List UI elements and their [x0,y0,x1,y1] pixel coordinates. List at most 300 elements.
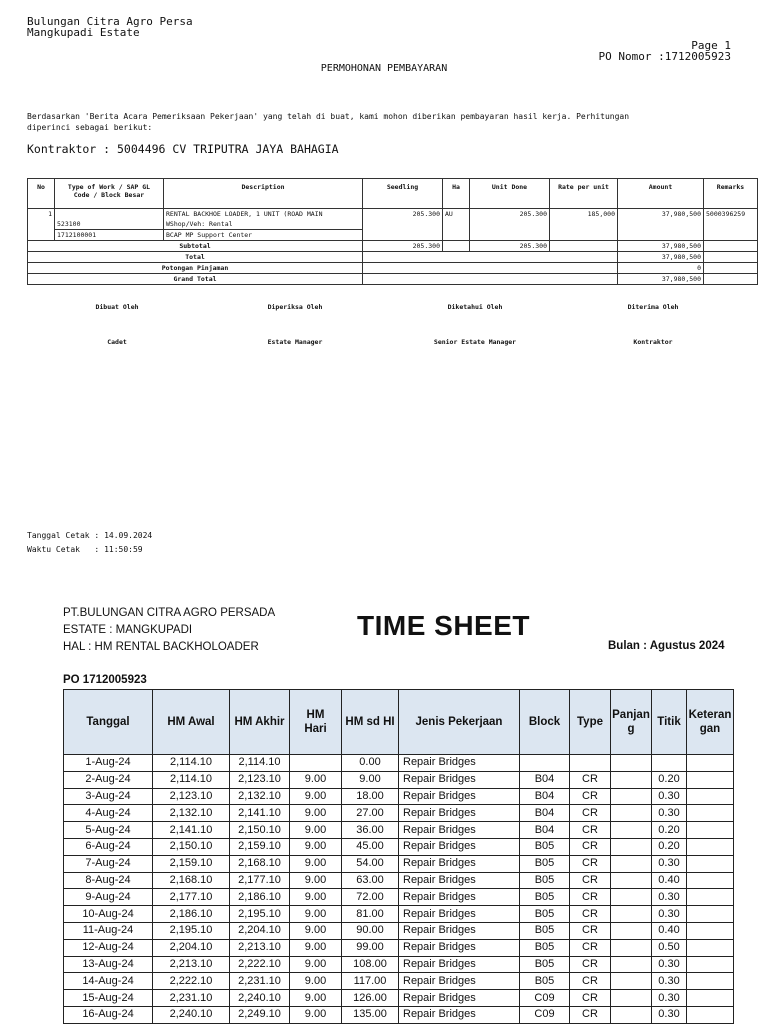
ts-hm-hari-cell: 9.00 [290,855,342,872]
ts-col-hm-akhir: HM Akhir [230,690,290,755]
item-no-empty-2 [28,219,55,230]
ts-block-cell: C09 [520,1006,570,1023]
ts-hm-sd-hi-cell: 108.00 [342,956,399,973]
ts-panjang-cell [611,990,652,1007]
document-title: PERMOHONAN PEMBAYARAN [320,63,448,74]
col-type-line1: Type of Work / SAP GL [67,183,151,191]
sig-received-by: Diterima Oleh [627,303,679,311]
ts-block-cell: B05 [520,956,570,973]
timesheet-row [64,788,734,805]
ts-hm-akhir-cell: 2,231.10 [230,973,290,990]
ts-hm-akhir-cell: 2,195.10 [230,906,290,923]
timesheet-row [64,990,734,1007]
ts-jenis-cell: Repair Bridges [399,771,520,788]
ts-type-cell: CR [570,939,611,956]
ts-panjang-cell [611,755,652,772]
col-ha: Ha [443,179,470,209]
grand-total-empty [363,274,618,285]
ts-hm-akhir-cell: 2,204.10 [230,922,290,939]
ts-col-titik: Titik [652,690,687,755]
ts-hm-akhir-cell: 2,141.10 [230,805,290,822]
item-block: 1712100001 [55,230,164,241]
ts-hm-sd-hi-cell: 90.00 [342,922,399,939]
print-date: Tanggal Cetak : 14.09.2024 [27,531,153,540]
item-seedling: 205.300 [363,209,443,220]
page-info [599,40,731,62]
page-number: Page 1 [691,39,731,52]
ts-jenis-cell: Repair Bridges [399,939,520,956]
ts-tanggal-cell: 3-Aug-24 [64,788,153,805]
ts-col-type: Type [570,690,611,755]
print-info [27,529,152,557]
timesheet-header-row [64,690,734,755]
ts-tanggal-cell: 16-Aug-24 [64,1006,153,1023]
col-unit-done: Unit Done [470,179,550,209]
item-no-empty-3 [28,230,55,241]
col-type-line2: Code / Block Besar [73,191,145,199]
ts-titik-cell: 0.20 [652,771,687,788]
ts-tanggal-cell: 7-Aug-24 [64,855,153,872]
item-empty-2f [704,219,758,230]
loan-row [28,263,758,274]
ts-hm-akhir-cell: 2,177.10 [230,872,290,889]
ts-panjang-cell [611,922,652,939]
ts-keterangan-cell [687,755,734,772]
ts-hm-akhir-cell: 2,222.10 [230,956,290,973]
col-rate: Rate per unit [550,179,618,209]
ts-type-cell: CR [570,889,611,906]
ts-panjang-cell [611,956,652,973]
ts-titik-cell: 0.30 [652,889,687,906]
sig-checked-role: Estate Manager [267,338,323,346]
item-remarks: 5000396259 [704,209,758,220]
ts-keterangan-cell [687,805,734,822]
ts-type-cell: CR [570,822,611,839]
ts-tanggal-cell: 15-Aug-24 [64,990,153,1007]
ts-block-cell: B05 [520,838,570,855]
ts-hm-awal-cell: 2,132.10 [153,805,230,822]
ts-hm-hari-cell: 9.00 [290,872,342,889]
timesheet-row [64,872,734,889]
ts-jenis-cell: Repair Bridges [399,906,520,923]
timesheet-row [64,755,734,772]
payment-item-row-3 [28,230,758,241]
ts-titik-cell: 0.30 [652,1006,687,1023]
ts-titik-cell: 0.30 [652,788,687,805]
ts-tanggal-cell: 5-Aug-24 [64,822,153,839]
ts-block-cell: B05 [520,973,570,990]
ts-tanggal-cell: 1-Aug-24 [64,755,153,772]
ts-keterangan-cell [687,822,734,839]
timesheet-body [64,755,734,1024]
subtotal-remarks [704,241,758,252]
ts-hm-sd-hi-cell: 126.00 [342,990,399,1007]
grand-total-amount: 37,980,500 [618,274,704,285]
ts-panjang-cell [611,939,652,956]
ts-hm-akhir-cell: 2,150.10 [230,822,290,839]
timesheet-row [64,822,734,839]
ts-tanggal-cell: 14-Aug-24 [64,973,153,990]
item-empty-3b [443,230,470,241]
ts-hm-sd-hi-cell: 135.00 [342,1006,399,1023]
ts-hm-awal-cell: 2,231.10 [153,990,230,1007]
sig-made-role: Cadet [107,338,127,346]
item-empty-3f [704,230,758,241]
ts-hm-sd-hi-cell: 81.00 [342,906,399,923]
ts-hm-sd-hi-cell: 36.00 [342,822,399,839]
ts-hm-akhir-cell: 2,249.10 [230,1006,290,1023]
ts-block-cell: C09 [520,990,570,1007]
ts-hm-awal-cell: 2,114.10 [153,771,230,788]
ts-hm-akhir-cell: 2,240.10 [230,990,290,1007]
ts-block-cell: B04 [520,822,570,839]
ts-panjang-cell [611,855,652,872]
ts-panjang-cell [611,771,652,788]
item-gl-code: 523100 [55,219,164,230]
intro-line-1: Berdasarkan 'Berita Acara Pemeriksaan Pekerjaan' yang telah di buat, kami mohon diberikan pembayaran hasil kerja. Perhitungan [27,112,630,121]
ts-hm-hari-cell: 9.00 [290,939,342,956]
ts-hm-sd-hi-cell: 18.00 [342,788,399,805]
ts-panjang-cell [611,1006,652,1023]
ts-hm-akhir-cell: 2,168.10 [230,855,290,872]
ts-hm-hari-cell: 9.00 [290,990,342,1007]
ts-block-cell: B05 [520,922,570,939]
ts-company: PT.BULUNGAN CITRA AGRO PERSADA [63,607,276,619]
item-empty-2d [550,219,618,230]
ts-titik-cell: 0.30 [652,973,687,990]
item-empty-2b [443,219,470,230]
item-empty-3d [550,230,618,241]
ts-jenis-cell: Repair Bridges [399,838,520,855]
item-empty-2e [618,219,704,230]
ts-tanggal-cell: 9-Aug-24 [64,889,153,906]
item-empty-2c [470,219,550,230]
timesheet-row [64,805,734,822]
ts-type-cell: CR [570,838,611,855]
print-time: Waktu Cetak : 11:50:59 [27,545,143,554]
ts-hm-awal-cell: 2,204.10 [153,939,230,956]
ts-block-cell: B05 [520,872,570,889]
timesheet-row [64,889,734,906]
total-amount: 37,980,500 [618,252,704,263]
ts-tanggal-cell: 2-Aug-24 [64,771,153,788]
ts-hm-hari-cell: 9.00 [290,838,342,855]
ts-hm-akhir-cell: 2,114.10 [230,755,290,772]
col-no: No [28,179,55,209]
ts-tanggal-cell: 10-Aug-24 [64,906,153,923]
ts-jenis-cell: Repair Bridges [399,1006,520,1023]
timesheet-row [64,838,734,855]
timesheet-row [64,922,734,939]
ts-hm-akhir-cell: 2,159.10 [230,838,290,855]
ts-hm-sd-hi-cell: 117.00 [342,973,399,990]
ts-hm-sd-hi-cell: 27.00 [342,805,399,822]
ts-titik-cell: 0.30 [652,990,687,1007]
company-block [27,16,193,38]
ts-hm-awal-cell: 2,159.10 [153,855,230,872]
ts-tanggal-cell: 6-Aug-24 [64,838,153,855]
ts-tanggal-cell: 11-Aug-24 [64,922,153,939]
ts-hm-hari-cell: 9.00 [290,889,342,906]
ts-keterangan-cell [687,922,734,939]
total-remarks [704,252,758,263]
ts-titik-cell: 0.40 [652,872,687,889]
ts-hm-hari-cell: 9.00 [290,822,342,839]
ts-jenis-cell: Repair Bridges [399,755,520,772]
ts-panjang-cell [611,906,652,923]
ts-hm-hari-cell: 9.00 [290,771,342,788]
subtotal-row [28,241,758,252]
ts-hm-sd-hi-cell: 45.00 [342,838,399,855]
ts-hm-sd-hi-cell: 99.00 [342,939,399,956]
ts-block-cell: B05 [520,906,570,923]
ts-jenis-cell: Repair Bridges [399,973,520,990]
ts-type-cell: CR [570,872,611,889]
ts-panjang-cell [611,838,652,855]
ts-jenis-cell: Repair Bridges [399,855,520,872]
ts-type-cell: CR [570,788,611,805]
sig-known-role: Senior Estate Manager [433,338,517,346]
ts-hm-sd-hi-cell: 54.00 [342,855,399,872]
ts-type-cell: CR [570,855,611,872]
ts-hm-sd-hi-cell: 0.00 [342,755,399,772]
payment-item-row [28,209,758,220]
ts-hm-akhir-cell: 2,186.10 [230,889,290,906]
col-type [55,179,164,209]
ts-titik-cell [652,755,687,772]
subtotal-ha [443,241,470,252]
ts-col-block: Block [520,690,570,755]
ts-keterangan-cell [687,771,734,788]
item-rate: 185,000 [550,209,618,220]
ts-hm-awal-cell: 2,177.10 [153,889,230,906]
timesheet-row [64,1006,734,1023]
timesheet-month: Bulan : Agustus 2024 [608,640,725,652]
item-ha: AU [443,209,470,220]
ts-hm-awal-cell: 2,150.10 [153,838,230,855]
timesheet-header [63,605,275,656]
ts-panjang-cell [611,822,652,839]
ts-hm-awal-cell: 2,213.10 [153,956,230,973]
ts-jenis-cell: Repair Bridges [399,822,520,839]
ts-titik-cell: 0.20 [652,822,687,839]
subtotal-amount: 37,980,500 [618,241,704,252]
ts-col-hm-awal: HM Awal [153,690,230,755]
grand-total-row [28,274,758,285]
ts-hm-awal-cell: 2,240.10 [153,1006,230,1023]
item-unit-done: 205.300 [470,209,550,220]
ts-keterangan-cell [687,956,734,973]
ts-titik-cell: 0.20 [652,838,687,855]
grand-total-remarks [704,274,758,285]
ts-jenis-cell: Repair Bridges [399,889,520,906]
ts-type-cell: CR [570,805,611,822]
ts-hm-hari-cell [290,755,342,772]
ts-keterangan-cell [687,838,734,855]
ts-col-tanggal: Tanggal [64,690,153,755]
ts-titik-cell: 0.40 [652,922,687,939]
ts-hm-awal-cell: 2,195.10 [153,922,230,939]
timesheet-row [64,939,734,956]
timesheet-title: TIME SHEET [357,610,531,641]
sig-made-by: Dibuat Oleh [95,303,139,311]
ts-hm-akhir-cell: 2,123.10 [230,771,290,788]
intro-line-2: diperinci sebagai berikut: [27,123,153,132]
ts-panjang-cell [611,872,652,889]
ts-hm-akhir-cell: 2,132.10 [230,788,290,805]
contractor-line: Kontraktor : 5004496 CV TRIPUTRA JAYA BAHAGIA [27,142,339,156]
ts-jenis-cell: Repair Bridges [399,805,520,822]
ts-hm-hari-cell: 9.00 [290,788,342,805]
ts-keterangan-cell [687,1006,734,1023]
ts-type-cell: CR [570,906,611,923]
ts-type-cell [570,755,611,772]
ts-tanggal-cell: 4-Aug-24 [64,805,153,822]
ts-keterangan-cell [687,889,734,906]
ts-titik-cell: 0.30 [652,906,687,923]
ts-hm-hari-cell: 9.00 [290,973,342,990]
grand-total-label: Grand Total [28,274,363,285]
ts-titik-cell: 0.30 [652,956,687,973]
ts-hm-awal-cell: 2,222.10 [153,973,230,990]
ts-panjang-cell [611,788,652,805]
timesheet-row [64,973,734,990]
subtotal-seedling: 205.300 [363,241,443,252]
ts-jenis-cell: Repair Bridges [399,788,520,805]
ts-hm-hari-cell: 9.00 [290,1006,342,1023]
ts-col-panjang: Panjang [611,690,652,755]
ts-col-hm-hari: HM Hari [290,690,342,755]
ts-keterangan-cell [687,906,734,923]
ts-block-cell: B04 [520,805,570,822]
ts-hm-awal-cell: 2,114.10 [153,755,230,772]
estate-name: Mangkupadi Estate [27,26,140,39]
ts-col-jenis: Jenis Pekerjaan [399,690,520,755]
timesheet-po: PO 1712005923 [63,674,147,686]
timesheet-row [64,956,734,973]
ts-tanggal-cell: 8-Aug-24 [64,872,153,889]
ts-estate: ESTATE : MANGKUPADI [63,624,193,636]
ts-block-cell: B04 [520,788,570,805]
ts-hm-hari-cell: 9.00 [290,956,342,973]
loan-empty [363,263,618,274]
payment-header-row [28,179,758,209]
item-empty-2a [363,219,443,230]
ts-hm-hari-cell: 9.00 [290,906,342,923]
item-desc-1: RENTAL BACKHOE LOADER, 1 UNIT (ROAD MAIN [164,209,363,220]
timesheet-row [64,855,734,872]
item-amount: 37,980,500 [618,209,704,220]
ts-jenis-cell: Repair Bridges [399,872,520,889]
col-amount: Amount [618,179,704,209]
ts-panjang-cell [611,805,652,822]
ts-hm-awal-cell: 2,186.10 [153,906,230,923]
ts-block-cell [520,755,570,772]
item-desc-3: BCAP MP Support Center [164,230,363,241]
ts-hm-akhir-cell: 2,213.10 [230,939,290,956]
ts-jenis-cell: Repair Bridges [399,956,520,973]
ts-hm-hari-cell: 9.00 [290,922,342,939]
ts-hm-sd-hi-cell: 63.00 [342,872,399,889]
subtotal-unit-done: 205.300 [470,241,550,252]
ts-titik-cell: 0.30 [652,805,687,822]
ts-hm-awal-cell: 2,168.10 [153,872,230,889]
ts-tanggal-cell: 12-Aug-24 [64,939,153,956]
ts-block-cell: B05 [520,889,570,906]
timesheet-table [63,689,734,1024]
payment-item-row-2 [28,219,758,230]
ts-block-cell: B05 [520,855,570,872]
company-name: Bulungan Citra Agro Persa [27,15,193,28]
col-description: Description [164,179,363,209]
item-type-empty [55,209,164,220]
ts-hal: HAL : HM RENTAL BACKHOLOADER [63,641,259,653]
ts-col-keterangan: Keterangan [687,690,734,755]
ts-keterangan-cell [687,855,734,872]
ts-keterangan-cell [687,872,734,889]
item-empty-3e [618,230,704,241]
total-row [28,252,758,263]
ts-titik-cell: 0.30 [652,855,687,872]
item-desc-2: WShop/Veh: Rental [164,219,363,230]
ts-hm-hari-cell: 9.00 [290,805,342,822]
timesheet-row [64,906,734,923]
sig-known-by: Diketahui Oleh [447,303,503,311]
ts-block-cell: B05 [520,939,570,956]
ts-type-cell: CR [570,990,611,1007]
item-empty-3c [470,230,550,241]
sig-checked-by: Diperiksa Oleh [267,303,323,311]
subtotal-label: Subtotal [28,241,363,252]
subtotal-rate [550,241,618,252]
ts-block-cell: B04 [520,771,570,788]
ts-keterangan-cell [687,788,734,805]
total-label: Total [28,252,363,263]
ts-type-cell: CR [570,973,611,990]
ts-jenis-cell: Repair Bridges [399,990,520,1007]
ts-hm-awal-cell: 2,123.10 [153,788,230,805]
ts-panjang-cell [611,973,652,990]
loan-remarks [704,263,758,274]
ts-keterangan-cell [687,990,734,1007]
item-empty-3a [363,230,443,241]
ts-col-hm-sd-hi: HM sd HI [342,690,399,755]
ts-keterangan-cell [687,939,734,956]
timesheet-row [64,771,734,788]
ts-hm-sd-hi-cell: 72.00 [342,889,399,906]
col-seedling: Seedling [363,179,443,209]
total-empty [363,252,618,263]
payment-table [27,178,758,285]
loan-label: Potongan Pinjaman [28,263,363,274]
ts-hm-sd-hi-cell: 9.00 [342,771,399,788]
col-remarks: Remarks [704,179,758,209]
sig-received-role: Kontraktor [633,338,673,346]
ts-hm-awal-cell: 2,141.10 [153,822,230,839]
ts-tanggal-cell: 13-Aug-24 [64,956,153,973]
ts-panjang-cell [611,889,652,906]
ts-type-cell: CR [570,956,611,973]
loan-amount: 0 [618,263,704,274]
intro-text [27,111,762,133]
ts-type-cell: CR [570,1006,611,1023]
po-number: PO Nomor :1712005923 [598,50,731,63]
ts-type-cell: CR [570,922,611,939]
item-no: 1 [28,209,55,220]
ts-type-cell: CR [570,771,611,788]
ts-jenis-cell: Repair Bridges [399,922,520,939]
ts-titik-cell: 0.50 [652,939,687,956]
